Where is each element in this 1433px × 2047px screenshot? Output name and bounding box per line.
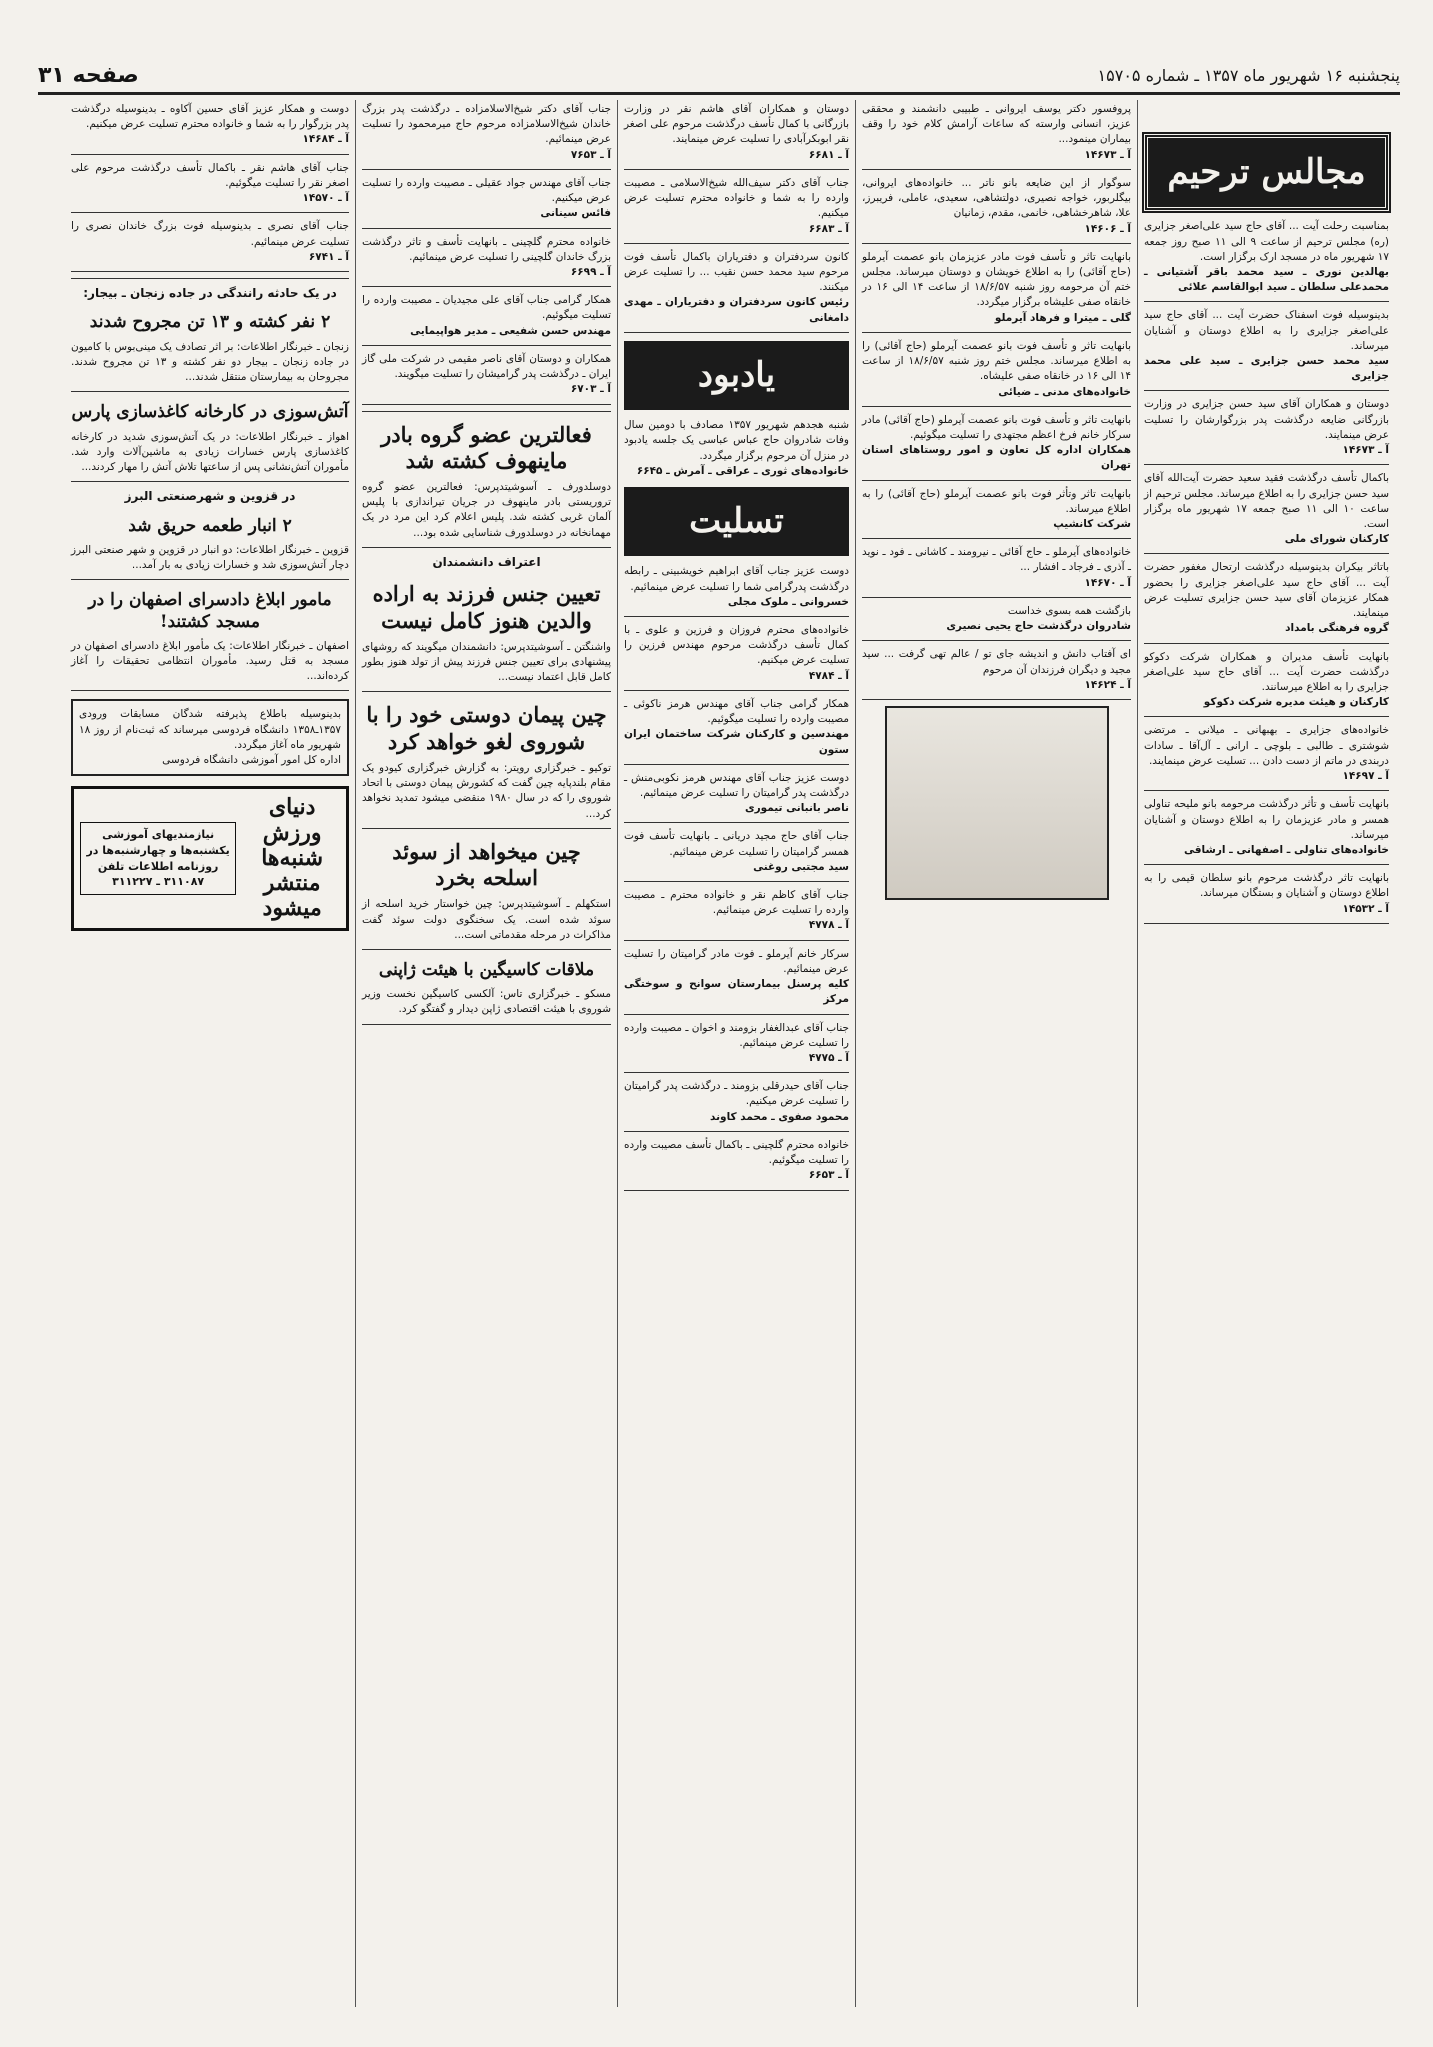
col4-bottom-news	[362, 960, 611, 1025]
news-headline: ۲ نفر کشته و ۱۳ تن مجروح شدند	[89, 312, 331, 333]
notice-signature: آ ـ ۶۶۸۱	[808, 148, 849, 161]
notice-text: جناب آقای حیدرقلی بزومند ـ درگذشت پدر گرامیتان را تسلیت عرض میکنیم.	[624, 1080, 849, 1108]
notice-item	[624, 564, 849, 610]
notice-text: خانواده‌های آیرملو ـ حاج آقائی ـ نیرومند ـ کاشانی ـ فود ـ نوید ـ آذری ـ فرجاد ـ افشار ...	[862, 546, 1131, 574]
notice-text: بانهایت تاثر و تأسف فوت مادر عزیزمان بانو عصمت آیرملو (حاج آقائی) را به اطلاع خویشان و دوستان میرساند. مجلس ختم آن مرحومه روز شنبه ۱۸/۶/۵۷ از ساعت ۱۴ الی ۱۶ در خانقاه صفی علیشاه برگزار میگردد.	[862, 250, 1132, 309]
notice-signature: کلیه پرسنل بیمارستان سوانح و سوختگی مرکز	[624, 978, 849, 1006]
notice-item	[862, 250, 1131, 326]
notice-text: سوگوار از این ضایعه بانو ناتر ... خانواده‌های ایروانی، بیگلربور، خواجه نصیری، دولتشاهی، سعیدی، عاملی، فریبرز، علا، شاهرخشاهی، خانمی، مقدم، زمانیان	[862, 176, 1131, 220]
notice-text: همکاران و دوستان آقای ناصر مقیمی در شرکت ملی گاز ایران ـ درگذشت پدر گرامیشان را تسلیت میگویند.	[362, 352, 611, 381]
notice-signature: سید مجتبی روغنی	[753, 860, 849, 873]
notice-signature: آ ـ ۶۶۸۳	[808, 222, 849, 235]
notice-signature: رئیس کانون سردفتران و دفتریاران ـ مهدی دامغانی	[624, 296, 849, 324]
notice-text: بانهایت تأسف مدیران و همکاران شرکت دکوکو درگذشت حضرت آیت ... آقای حاج سید علی‌اصغر جزایری را به اطلاع میرسانند.	[1144, 650, 1389, 693]
notice-text: بانهایت تاثر و تأسف فوت بانو عصمت آیرملو (حاج آقائی) را به اطلاع میرساند. مجلس ختم روز شنبه ۱۸/۶/۵۷ از ساعت ۱۴ الی ۱۶ در خانقاه صفی علیشاه.	[862, 339, 1131, 383]
notice-signature: گروه فرهنگی بامداد	[1285, 622, 1389, 635]
notice-item	[624, 102, 849, 163]
notice-text: دوستان و همکاران آقای هاشم نقر در وزارت بازرگانی با کمال تأسف درگذشت مرحوم علی اصغر نقر ابوبکرآبادی را تسلیت عرض مینمایند.	[624, 103, 849, 146]
notice-text: باکمال تأسف درگذشت فقید سعید حضرت آیت‌الله آقای سید حسن جزایری را به اطلاع میرساند. مجلس ترحیم از ساعت ۱۰ الی ۱۱ صبح جمعه ۱۷ شهریور ماه برگزار است.	[1144, 472, 1389, 531]
notice-signature: فائس سینانی	[540, 207, 611, 220]
notice-text: خانواده‌های محترم فروزان و فرزین و علوی ـ با کمال تأسف درگذشت مرحوم مهندس فرزین را تسلیت عرض میکنیم.	[624, 623, 849, 667]
col2-notices	[862, 102, 1131, 700]
notice-text: خانواده‌های جزایری ـ بهبهانی ـ میلانی ـ مرتضی شوشتری ـ طالبی ـ بلوچی ـ ارانی ـ آل‌آقا ـ سادات دربندی در ماتم از دست دادن ... تسلیت عرض مینمایند.	[1144, 724, 1389, 767]
notice-signature: مهندس حسن شفیعی ـ مدیر هواپیمایی	[410, 324, 611, 337]
yadbud-notice	[624, 418, 849, 479]
notice-item	[624, 829, 849, 875]
news-headline: مامور ابلاغ دادسرای اصفهان را در مسجد کشتند!	[88, 590, 332, 632]
news-body: مسکو ـ خبرگزاری تاس: آلکسی کاسیگین نخست وزیر شوروی با هیئت اقتصادی ژاپن دیدار و گفتگو کرد.	[362, 988, 611, 1016]
notice-item	[862, 339, 1131, 400]
university-notice-text: بدینوسیله باطلاع پذیرفته شدگان مسابقات ورودی ۱۳۵۷ـ۱۳۵۸ دانشگاه فردوسی میرساند که ثبت‌نام از روز ۱۸ شهریور ماه آغاز میگردد.	[79, 708, 341, 751]
news-headline: چین پیمان دوستی خود را با شوروی لغو خواهد کرد	[366, 702, 607, 754]
notice-signature: آ ـ ۱۴۶۷۳	[1342, 444, 1389, 457]
notice-item	[1144, 471, 1389, 547]
notice-text: بدینوسیله فوت اسفناک حضرت آیت ... آقای حاج سید علی‌اصغر جزایری را به اطلاع دوستان و آشنایان میرساند.	[1144, 309, 1389, 352]
notice-text: دوست عزیز جناب آقای مهندس هرمز نکوبی‌منش ـ درگذشت پدر گرامیتان را تسلیت عرض مینمائیم.	[624, 771, 849, 799]
notice-text: خانواده محترم گلچینی ـ باکمال تأسف مصیبت وارده را تسلیت میگوئیم.	[624, 1138, 849, 1167]
notice-signature: کارکنان و هیئت مدیره شرکت دکوکو	[1203, 696, 1389, 709]
notice-item	[362, 293, 611, 339]
page-header	[38, 58, 1400, 95]
notice-signature: آ ـ ۴۷۷۸	[808, 919, 849, 932]
news-headline: چین میخواهد از سوئد اسلحه بخرد	[392, 838, 581, 891]
notice-text: بانهایت تاثر و تأسف فوت بانو عصمت آیرملو (حاج آقائی) مادر سرکار خانم فرخ اعظم مجتهدی را تسلیت میگوئیم.	[862, 413, 1131, 441]
section-taslit: تسلیت	[624, 487, 849, 556]
news-kicker: اعتراف دانشمندان	[432, 554, 541, 569]
notice-signature: آ ـ ۶۷۰۳	[570, 383, 611, 396]
news-body: زنجان ـ خبرنگار اطلاعات: بر اثر تصادف یک مینی‌بوس با کامیون در جاده زنجان ـ بیجار دو نفر کشته و ۱۳ تن مجروح شدند. مجروحان به بیمارستان منتقل شدند...	[71, 340, 349, 384]
notice-signature: آ ـ ۶۷۴۱	[308, 250, 349, 263]
news-body: قزوین ـ خبرنگار اطلاعات: دو انبار در قزوین و شهر صنعتی البرز دچار آتش‌سوزی شد و خسارات زیادی به بار آمد...	[71, 543, 349, 572]
notice-signature: آ ـ ۶۶۵۳	[808, 1169, 849, 1182]
column-5	[65, 100, 355, 2007]
notice-text: همکار گرامی جناب آقای علی مجیدیان ـ مصیبت وارده را تسلیت میگوئیم.	[362, 294, 611, 322]
notice-item	[862, 545, 1131, 591]
notice-signature: کارکنان شورای ملی	[1284, 533, 1389, 546]
notice-text: دوست و همکار عزیز آقای حسین آکاوه ـ بدینوسیله درگذشت پدر بزرگوار را به شما و خانواده محترم تسلیت عرض میکنیم.	[71, 103, 349, 131]
notice-text: همکار گرامی جناب آقای مهندس هرمز ناکوئی ـ مصیبت وارده را تسلیت میگوئیم.	[624, 697, 849, 726]
sports-title: دنیای ورزش شنبه‌ها منتشر میشود	[261, 794, 324, 922]
education-ads-box: نیازمندیهای آموزشی یکشنبه‌ها و چهارشنبه‌ها در روزنامه اطلاعات تلفن ۳۱۱۰۸۷ ـ ۳۱۱۲۲۷	[80, 822, 236, 896]
issue-date: پنجشنبه ۱۶ شهریور ماه ۱۳۵۷ ـ شماره ۱۵۷۰۵	[1097, 65, 1400, 85]
notice-item	[862, 487, 1131, 533]
notice-text: جناب آقای مهندس جواد عقیلی ـ مصیبت وارده را تسلیت عرض میکنیم.	[362, 176, 611, 205]
notice-item	[862, 176, 1131, 237]
notice-text: جناب آقای نصری ـ بدینوسیله فوت بزرگ خاندان نصری را تسلیت عرض مینمائیم.	[71, 220, 349, 248]
notice-text: جناب آقای عبدالغفار بزومند و اخوان ـ مصیبت وارده را تسلیت عرض مینمائیم.	[624, 1021, 849, 1049]
notice-signature: مهندسین و کارکنان شرکت ساختمان ایران ستون	[624, 728, 849, 756]
news-kicker: در قزوین و شهرصنعتی البرز	[124, 489, 296, 504]
notice-signature: آ ـ ۱۴۵۷۰	[302, 192, 349, 205]
notice-item	[1144, 650, 1389, 711]
notice-item	[862, 102, 1131, 163]
university-notice	[71, 699, 349, 776]
notice-item	[362, 102, 611, 163]
notice-signature: سید محمد حسن جزایری ـ سید علی محمد جزایری	[1144, 355, 1389, 383]
notice-signature: آ ـ ۱۴۶۷۳	[1084, 148, 1131, 161]
news-headline: آتش‌سوزی در کارخانه کاغذسازی پارس	[71, 402, 349, 423]
notice-signature: آ ـ ۱۴۵۳۲	[1342, 902, 1389, 915]
notice-item	[624, 176, 849, 237]
notice-item	[862, 604, 1131, 634]
notice-item	[624, 697, 849, 758]
news-headline: تعیین جنس فرزند به اراده والدین هنوز کامل نیست	[372, 581, 601, 633]
notice-signature: شادروان درگذشت حاج یحیی نصیری	[946, 620, 1131, 633]
taslit-notices	[624, 564, 849, 1190]
news-body: اهواز ـ خبرنگار اطلاعات: در یک آتش‌سوزی شدید در کارخانه کاغذسازی پارس خسارات زیادی به ماشین‌آلات وارد شد. مأموران آتش‌نشانی پس از ساعتها تلاش آتش را مهار کردند...	[71, 430, 349, 473]
column-3	[617, 100, 855, 2007]
notice-item	[71, 219, 349, 265]
notice-text: باتاثر بیکران بدینوسیله درگذشت ارتحال مغفور حضرت آیت ... آقای حاج سید علی‌اصغر جزایری را بحضور همکار عزیزمان آقای سید حسن جزایری تسلیت عرض مینمایند.	[1144, 561, 1389, 620]
section-yadbud: یادبود	[624, 341, 849, 410]
notice-item	[71, 102, 349, 148]
news-body: توکیو ـ خبرگزاری رویتر: به گزارش خبرگزاری کیودو یک مقام بلندپایه چین گفت که کشورش پیمان دوستی با اتحاد شوروی را که در سال ۱۹۸۰ منقضی میشود تمدید نخواهد کرد...	[362, 761, 611, 820]
notice-text: بانهایت تاثر درگذشت مرحوم بانو سلطان قیمی را به اطلاع دوستان و آشنایان و بستگان میرساند.	[1144, 872, 1389, 900]
notice-item	[624, 623, 849, 684]
notice-text: بمناسبت رحلت آیت ... آقای حاج سید علی‌اصغر جزایری (ره) مجلس ترحیم از ساعت ۹ الی ۱۱ صبح روز جمعه ۱۷ شهریور ماه در مسجد ارک برگزار است.	[1144, 220, 1390, 263]
news-body: واشنگتن ـ آسوشیتدپرس: دانشمندان میگویند که روشهای پیشنهادی برای تعیین جنس فرزند پیش از تولد هنوز بطور کامل قابل اعتماد نیست...	[362, 640, 611, 684]
notice-item	[1144, 797, 1389, 858]
notice-text: پروفسور دکتر یوسف ایروانی ـ طبیبی دانشمند و محققی عزیز، انسانی وارسته که ساعات آرامش کلام خود را وقف بیماران مینمود...	[862, 103, 1131, 146]
notice-item	[624, 1138, 849, 1184]
col5-news	[71, 285, 349, 691]
notice-signature: آ ـ ۷۶۵۳	[570, 148, 611, 161]
notice-item	[862, 647, 1131, 693]
notice-item	[71, 161, 349, 207]
notice-signature: آ ـ ۱۴۶۲۴	[1084, 678, 1131, 691]
notice-signature: آ ـ ۶۶۹۹	[570, 265, 611, 278]
notice-item	[362, 235, 611, 281]
notice-text: دوست عزیز جناب آقای ابراهیم خویشبینی ـ رابطه درگذشت پدرگرامی شما را تسلیت عرض مینمائیم.	[624, 565, 849, 593]
page-number: صفحه ۳۱	[38, 62, 139, 88]
notice-item	[1144, 871, 1389, 917]
notice-text: بانهایت تاثر وتأثر فوت بانو عصمت آیرملو (حاج آقائی) را به اطلاع میرساند.	[862, 487, 1131, 515]
portrait-photo	[885, 706, 1109, 900]
notice-signature: آ ـ ۱۴۶۹۷	[1342, 770, 1389, 783]
notice-item	[624, 771, 849, 817]
notice-signature: ناصر بانبانی تیموری	[744, 802, 849, 815]
notice-text: جناب آقای دکتر شیخ‌الاسلامزاده ـ درگذشت پدر بزرگ خاندان شیخ‌الاسلامزاده مرحوم حاج میرمحمود را تسلیت عرض مینمائیم.	[362, 103, 611, 146]
notice-text: بانهایت تأسف و تأثر درگذشت مرحومه بانو ملیحه تناولی همسر و مادر عزیزمان را به اطلاع دوستان و آشنایان میرساند.	[1144, 798, 1389, 841]
notice-text: جناب آقای کاظم نقر و خانواده محترم ـ مصیبت وارده را تسلیت عرض مینمائیم.	[624, 889, 849, 917]
news-kicker: در یک حادثه رانندگی در جاده زنجان ـ بیجار:	[83, 285, 337, 300]
col4-news	[362, 422, 611, 950]
notice-item	[624, 1021, 849, 1067]
news-body: اصفهان ـ خبرنگار اطلاعات: یک مأمور ابلاغ دادسرای اصفهان در مسجد به قتل رسید. مأموران انتظامی تحقیقات را آغاز کرده‌اند...	[71, 639, 349, 683]
notice-item	[362, 352, 611, 398]
notice-signature: خانواده‌های مدنی ـ ضیائی	[998, 385, 1131, 398]
notice-signature: خسروانی ـ ملوک مجلی	[727, 595, 849, 608]
notice-text: ای آفتاب دانش و اندیشه جای تو / عالم تهی گرفت ... سید مجید و دیگران فرزندان آن مرحوم	[862, 648, 1131, 676]
notice-text: سرکار خانم آیرملو ـ فوت مادر گرامیتان را تسلیت عرض مینمائیم.	[624, 947, 849, 975]
yadbud-signature: خانواده‌های ثوری ـ عراقی ـ آمرش ـ ۶۶۴۵	[636, 464, 849, 477]
section-majales: مجالس ترحیم	[1144, 134, 1389, 211]
notice-signature: آ ـ ۱۴۶۰۶	[1084, 222, 1131, 235]
notice-signature: آ ـ ۱۴۶۷۰	[1084, 576, 1131, 589]
notice-item	[1144, 397, 1389, 458]
column-2	[855, 100, 1137, 2007]
notice-item	[624, 250, 849, 326]
notice-text: کانون سردفتران و دفتریاران باکمال تأسف فوت مرحوم سید محمد حسن نقیب ... را تسلیت عرض میکنند.	[624, 250, 849, 294]
notice-signature: آ ـ ۴۷۸۴	[808, 669, 849, 682]
news-body: دوسلدورف ـ آسوشیتدپرس: فعالترین عضو گروه تروریستی بادر ماینهوف در جریان تیراندازی با پلیس آلمان غربی کشته شد. پلیس اعلام کرد این مرد در یک مهمانخانه در دوسلدورف شناسایی شده بود...	[362, 481, 611, 539]
col1-notices	[1144, 219, 1389, 924]
notice-text: جناب آقای حاج مجید دریانی ـ بانهایت تأسف فوت همسر گرامیتان را تسلیت عرض مینمائیم.	[624, 830, 849, 858]
news-headline: ۲ انبار طعمه حریق شد	[128, 515, 292, 536]
col4-notices	[362, 102, 611, 405]
col3-notices	[624, 102, 849, 333]
notice-item	[624, 1079, 849, 1125]
notice-item	[624, 888, 849, 934]
notice-signature: گلی ـ میترا و فرهاد آیرملو	[994, 311, 1131, 324]
column-1	[1137, 100, 1395, 2007]
news-headline: ملاقات کاسیگین با هیئت ژاپنی	[378, 959, 595, 980]
university-notice-signature: اداره کل امور آموزشی دانشگاه فردوسی	[162, 754, 341, 767]
notice-text: جناب آقای دکتر سیف‌الله شیخ‌الاسلامی ـ مصیبت وارده را به شما و خانواده محترم تسلیت عرض میکنیم.	[624, 176, 849, 220]
notice-text: جناب آقای هاشم نقر ـ باکمال تأسف درگذشت مرحوم علی اصغر نقر را تسلیت میگوئیم.	[71, 161, 349, 189]
notice-item	[1144, 308, 1389, 384]
notice-item	[362, 176, 611, 222]
notice-text: بازگشت همه بسوی خداست	[1007, 604, 1131, 617]
notice-signature: شرکت کانشیپ	[1053, 518, 1131, 531]
yadbud-text: شنبه هجدهم شهریور ۱۳۵۷ مصادف با دومین سال وفات شادروان حاج عباس عباسی یک جلسه یادبود در منزل آن مرحوم برگزار میگردد.	[624, 419, 849, 462]
notice-item	[862, 413, 1131, 474]
column-4	[355, 100, 617, 2007]
news-body: استکهلم ـ آسوشیتدپرس: چین خواستار خرید اسلحه از سوئد شده است. یک سخنگوی دولت سوئد گفت مذاکرات در مرحله مقدماتی است...	[362, 898, 611, 941]
notice-item	[624, 947, 849, 1008]
notice-text: خانواده محترم گلچینی ـ بانهایت تأسف و تاثر درگذشت بزرگ خاندان گلچینی را تسلیت عرض مینمائیم.	[362, 235, 611, 263]
col5-notices	[71, 102, 349, 272]
notice-signature: محمود صفوی ـ محمد کاوند	[710, 1110, 849, 1123]
notice-signature: همکاران اداره کل تعاون و امور روستاهای استان تهران	[862, 444, 1131, 472]
news-headline: فعالترین عضو گروه بادر ماینهوف کشته شد	[381, 421, 592, 473]
notice-item	[1144, 560, 1389, 636]
notice-item	[1144, 219, 1389, 295]
notice-signature: آ ـ ۴۷۷۵	[808, 1052, 849, 1064]
footer-ads	[71, 786, 349, 930]
notice-text: دوستان و همکاران آقای سید حسن جزایری در وزارت بازرگانی ضایعه درگذشت پدر بزرگوارشان را تسلیت عرض مینمایند.	[1144, 398, 1389, 441]
notice-item	[1144, 723, 1389, 784]
notice-signature: خانواده‌های تناولی ـ اصفهانی ـ ارشاقی	[1184, 843, 1389, 856]
notice-signature: بهالدین نوری ـ سید محمد باقر آشتیانی ـ محمدعلی سلطان ـ سید ابوالقاسم علائی	[1144, 265, 1389, 294]
notice-signature: آ ـ ۱۴۶۸۴	[302, 133, 349, 146]
